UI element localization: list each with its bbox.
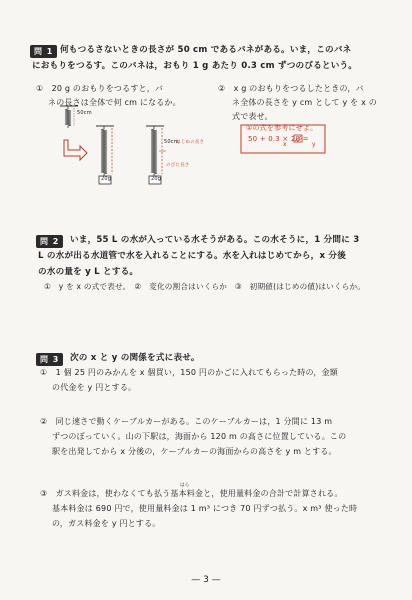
question-3-part-3-line-3: の，ガス料金を y 円とする。 (52, 519, 161, 528)
figure-label-20g-a: 20g (101, 176, 112, 182)
question-3-part-2-line-3: 駅を出発してから x 分後の，ケーブルカーの海面からの高さを y m とする。 (52, 447, 337, 456)
question-2-label: 問 2 (36, 235, 63, 248)
figure-label-20g-b: 20g (151, 176, 162, 182)
question-1-part-1-line-1: ① 20 g のおもりをつるすと，バ (36, 84, 164, 93)
question-1-part-2-line-3: 式で表せ。 (232, 112, 273, 121)
question-3-part-3-ruby: はら (180, 483, 190, 488)
hint-formula: 50 + 0.3 × 20 = (248, 135, 309, 143)
page-number: — 3 — (191, 575, 221, 585)
question-3-part-3-line-1: ③ ガス料金は，使わなくても払う基本料金と，使用量料金の合計で計算される。 (40, 489, 343, 498)
hint-y: y (312, 141, 316, 148)
hint-x: x (283, 141, 287, 148)
figure-label-50cm-b: 50cm (164, 139, 179, 145)
question-3-part-3-line-2: 基本料金は 690 円で，使用量料金は 1 m³ につき 70 円ずつ払う。x m³ 使った時 (52, 504, 358, 513)
figure-label-50cm: 50cm (77, 110, 92, 116)
question-3-part-1-line-2: の代金を y 円とする。 (52, 383, 137, 392)
hint-title: ①の式を参考にせよ。 (246, 124, 318, 132)
question-1-line-2: におもりをつるす。このバネは，おもり 1 g あたり 0.3 cm ずつのびるという。 (32, 61, 358, 71)
figure-label-extension: のびた長さ (166, 163, 190, 168)
question-3-label: 問 3 (36, 353, 63, 366)
question-3-part-1-line-1: ① 1 個 25 円のみかんを x 個買い，150 円のかごに入れてもらった時の，金額 (40, 368, 338, 377)
question-2-line-2: L の水が出る水道管で水を入れることにする。水を入れはじめてから，x 分後 (38, 251, 346, 261)
question-3-part-2-line-1: ② 同じ速さで動くケーブルカーがある。このケーブルカーは，1 分間に 13 m (40, 417, 333, 426)
question-1-part-2-line-1: ② x g のおもりをつるしたときの，バ (218, 84, 364, 93)
question-3-part-2-line-2: ずつのぼっていく。山の下駅は，海面から 120 m の高さに位置している。この (52, 432, 347, 441)
figure-label-initial-length: はじめの長さ (176, 140, 205, 145)
question-1-part-1-line-2: ネの長さは全体で何 cm になるか。 (48, 98, 181, 107)
question-2-line-1: いま，55 L の水が入っている水そうがある。この水そうに，1 分間に 3 (70, 235, 360, 245)
question-1-label: 問 1 (30, 45, 57, 58)
question-1-part-2-line-2: ネ全体の長さを y cm として y を x の (232, 98, 377, 107)
question-2-subquestions: ① y を x の式で表せ。 ② 変化の割合はいくらか ③ 初期値(はじめの値)はいくらか。 (44, 282, 366, 291)
question-3-intro: 次の x と y の関係を式に表せ。 (70, 353, 200, 363)
question-1-line-1: 何もつるさないときの長さが 50 cm であるバネがある。いま，このバネ (60, 45, 352, 55)
question-2-line-3: の水の量を y L とする。 (38, 267, 139, 277)
